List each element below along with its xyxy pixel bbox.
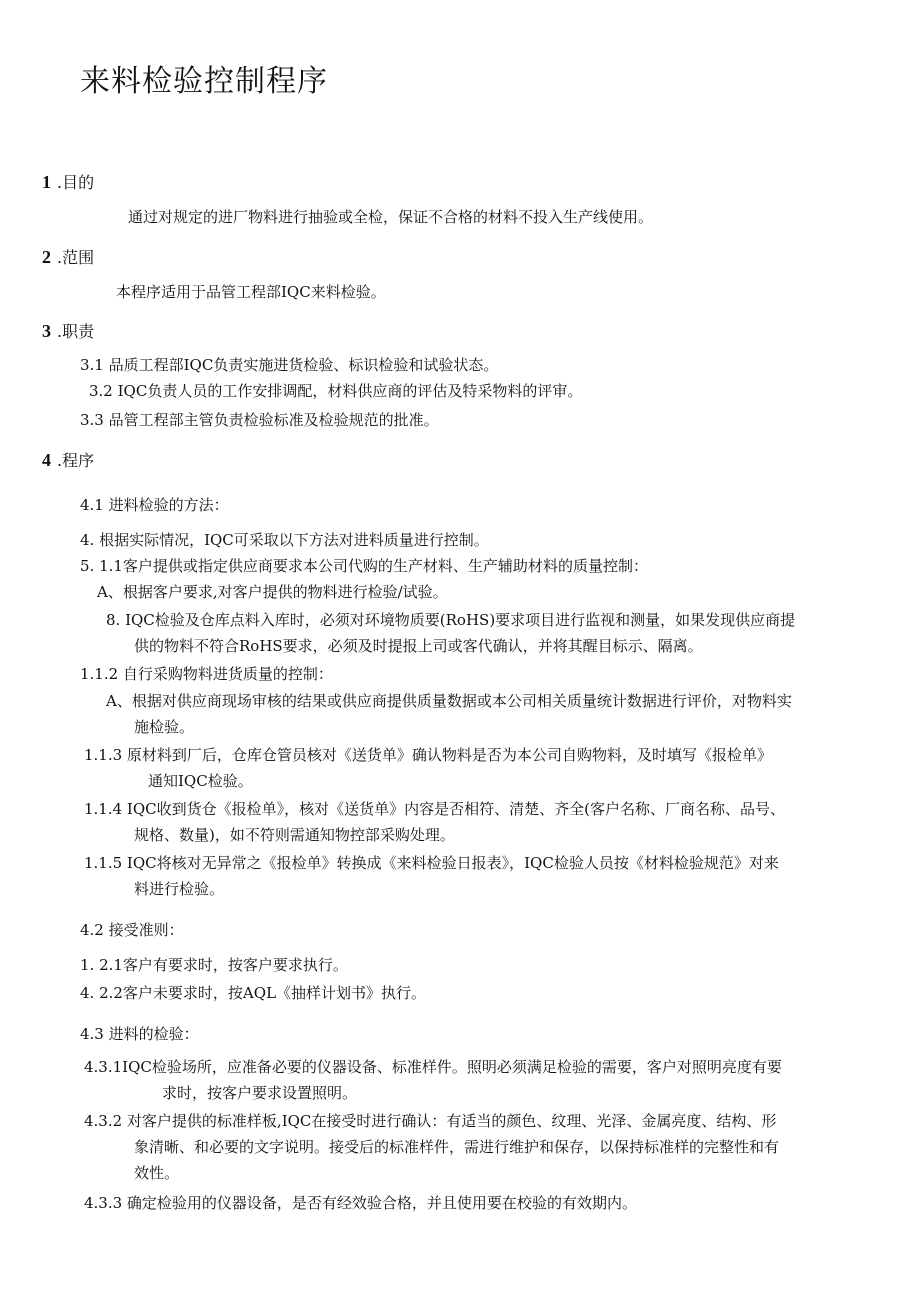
procedure-line: 规格、数量)，如不符则需通知物控部采购处理。 <box>134 826 455 844</box>
section-1-paragraph: 通过对规定的进厂物料进行抽验或全检，保证不合格的材料不投入生产线使用。 <box>128 208 654 226</box>
section-3-title: .职责 <box>57 322 95 341</box>
section-4-heading <box>42 449 94 472</box>
procedure-line: 4.3 进料的检验： <box>80 1025 199 1043</box>
procedure-line: 4.3.3 确定检验用的仪器设备，是否有经效验合格，并且使用要在校验的有效期内。 <box>84 1194 637 1212</box>
document-title: 来料检验控制程序 <box>80 64 328 99</box>
section-3-heading <box>42 320 94 343</box>
section-3-number: 3 <box>42 321 51 341</box>
procedure-line: 通知IQC检验。 <box>148 772 253 790</box>
section-2-number: 2 <box>42 247 51 267</box>
section-2-heading <box>42 246 94 269</box>
procedure-line: 1.1.5 IQC将核对无异常之《报检单》转换成《来料检验日报表》，IQC检验人员按《材料检验规范》对来 <box>84 854 779 872</box>
procedure-line: 象清晰、和必要的文字说明。接受后的标准样件，需进行维护和保存，以保持标准样的完整性和有 <box>134 1138 780 1156</box>
procedure-line: 4. 2.2客户未要求时，按AQL《抽样计划书》执行。 <box>80 984 427 1002</box>
procedure-line: 4.3.2 对客户提供的标准样板,IQC在接受时进行确认：有适当的颜色、纹理、光泽、金属亮度、结构、形 <box>84 1112 777 1130</box>
section-2-paragraph: 本程序适用于品管工程部IQC来料检验。 <box>116 283 386 301</box>
section-1-heading <box>42 171 94 194</box>
procedure-line: 4.2 接受准则： <box>80 921 184 939</box>
procedure-line: 1.1.3 原材料到厂后，仓库仓管员核对《送货单》确认物料是否为本公司自购物料，及时填写《报检单》 <box>84 746 772 764</box>
procedure-line: 1.1.2 自行采购物料进货质量的控制： <box>80 665 333 683</box>
procedure-line: 5. 1.1客户提供或指定供应商要求本公司代购的生产材料、生产辅助材料的质量控制： <box>80 557 648 575</box>
procedure-line: 1.1.4 IQC收到货仓《报检单》，核对《送货单》内容是否相符、清楚、齐全(客户名称、厂商名称、品号、 <box>84 800 785 818</box>
section-4-title: .程序 <box>57 451 95 470</box>
procedure-line: 效性。 <box>134 1164 180 1182</box>
procedure-line: 8. IQC检验及仓库点料入库时，必须对环境物质要(RoHS)要求项目进行监视和测量，如果发现供应商提 <box>106 611 796 629</box>
procedure-line: 4.1 进料检验的方法： <box>80 496 229 514</box>
procedure-line: 料进行检验。 <box>134 880 225 898</box>
responsibility-item: 3.1 品质工程部IQC负责实施进货检验、标识检验和试验状态。 <box>80 356 499 374</box>
procedure-line: 4. 根据实际情况，IQC可采取以下方法对进料质量进行控制。 <box>80 531 489 549</box>
procedure-line: 供的物料不符合RoHS要求，必须及时提报上司或客代确认，并将其醒目标示、隔离。 <box>134 637 703 655</box>
procedure-line: 求时，按客户要求设置照明。 <box>162 1084 358 1102</box>
section-1-title: .目的 <box>57 173 95 192</box>
section-1-number: 1 <box>42 172 51 192</box>
procedure-line: A、根据对供应商现场审核的结果或供应商提供质量数据或本公司相关质量统计数据进行评价，对物料实 <box>106 692 792 710</box>
section-2-title: .范围 <box>57 248 95 267</box>
procedure-line: A、根据客户要求,对客户提供的物料进行检验/试验。 <box>97 583 448 601</box>
procedure-line: 施检验。 <box>134 718 195 736</box>
procedure-line: 4.3.1IQC检验场所，应准备必要的仪器设备、标准样件。照明必须满足检验的需要，客户对照明亮度有要 <box>84 1058 782 1076</box>
section-4-number: 4 <box>42 450 51 470</box>
responsibility-item: 3.3 品管工程部主管负责检验标准及检验规范的批准。 <box>80 411 439 429</box>
procedure-line: 1. 2.1客户有要求时，按客户要求执行。 <box>80 956 348 974</box>
responsibility-item: 3.2 IQC负责人员的工作安排调配，材料供应商的评估及特采物料的评审。 <box>89 382 583 400</box>
